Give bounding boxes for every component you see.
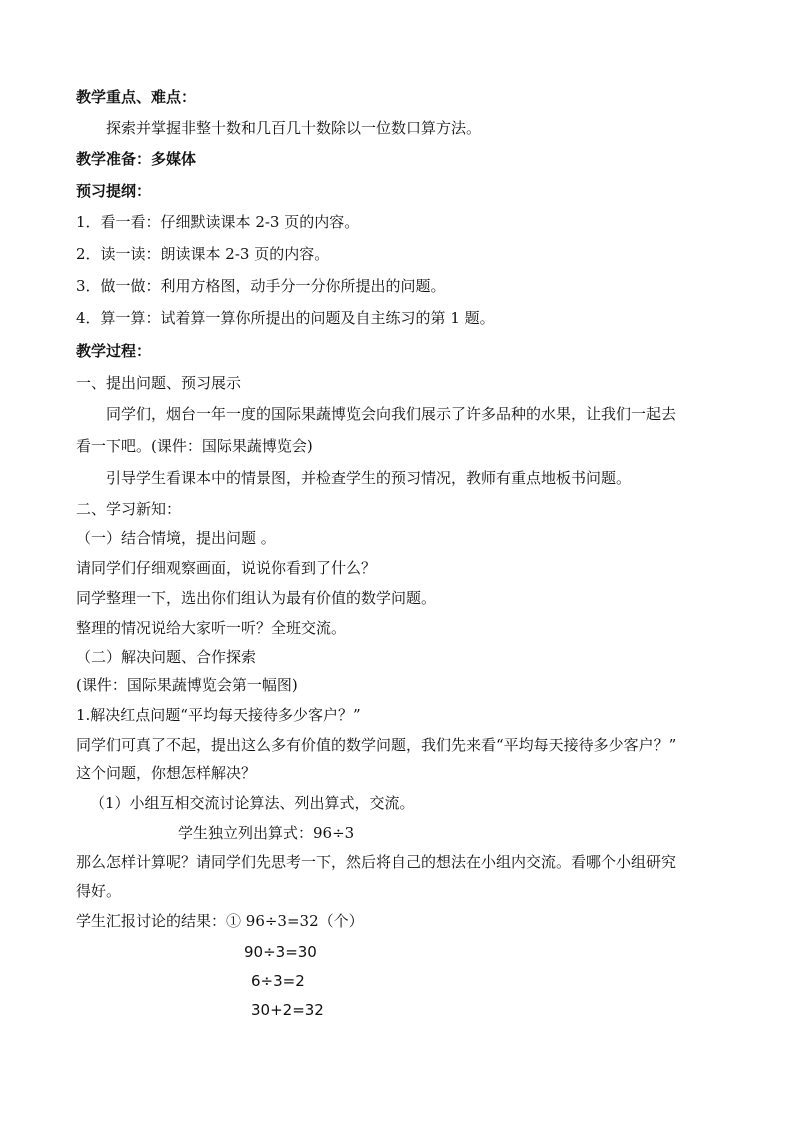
preview-item-4: 4．算一算：试着算一算你所提出的问题及自主练习的第 1 题。 — [76, 309, 495, 327]
section2-title: 二、学习新知： — [76, 500, 182, 518]
calc-line1: 90÷3=30 — [244, 943, 317, 961]
preview-item-1: 1．看一看：仔细默读课本 2-3 页的内容。 — [76, 213, 360, 231]
subsection1-title: （一）结合情境，提出问题 。 — [76, 529, 276, 547]
subsection2-courseware: (课件：国际果蔬博览会第一幅图) — [76, 676, 298, 694]
key-points-text: 探索并掌握非整十数和几百几十数除以一位数口算方法。 — [106, 119, 482, 137]
subsection2-title: （二）解决问题、合作探索 — [76, 648, 257, 666]
think-line2: 得好。 — [76, 882, 122, 900]
process-heading: 教学过程： — [76, 342, 152, 360]
teaching-prep: 教学准备：多媒体 — [76, 150, 197, 168]
section1-paragraph2: 引导学生看课本中的情景图，并检查学生的预习情况，教师有重点地板书问题。 — [106, 469, 632, 487]
question1-title: 1.解决红点问题“平均每天接待多少客户？” — [76, 706, 361, 724]
calc-line2: 6÷3=2 — [251, 972, 305, 990]
section1-paragraph1-line2: 看一下吧。(课件：国际果蔬博览会) — [76, 437, 313, 455]
step1: （1）小组互相交流讨论算法、列出算式，交流。 — [90, 794, 415, 812]
calc-line3: 30+2=32 — [251, 1001, 324, 1019]
report-line: 学生汇报讨论的结果：① 96÷3=32（个） — [76, 912, 364, 930]
subsection1-line1: 请同学们仔细观察画面，说说你看到了什么？ — [76, 559, 377, 577]
subsection1-line2: 同学整理一下，选出你们组认为最有价值的数学问题。 — [76, 589, 437, 607]
question1-intro-line1: 同学们可真了不起，提出这么多有价值的数学问题，我们先来看“平均每天接待多少客户？” — [76, 736, 677, 754]
preview-item-3: 3．做一做：利用方格图，动手分一分你所提出的问题。 — [76, 277, 446, 295]
preview-item-2: 2．读一读：朗读课本 2-3 页的内容。 — [76, 245, 330, 263]
preview-heading: 预习提纲： — [76, 182, 152, 200]
key-points-heading: 教学重点、难点： — [76, 88, 197, 106]
subsection1-line3: 整理的情况说给大家听一听？全班交流。 — [76, 619, 347, 637]
formula-line: 学生独立列出算式：96÷3 — [178, 824, 355, 842]
section1-paragraph1-line1: 同学们，烟台一年一度的国际果蔬博览会向我们展示了许多品种的水果，让我们一起去 — [106, 405, 677, 423]
question1-intro-line2: 这个问题，你想怎样解决？ — [76, 764, 257, 782]
think-line1: 那么怎样计算呢？请同学们先思考一下，然后将自己的想法在小组内交流。看哪个小组研究 — [76, 853, 677, 871]
section1-title: 一、提出问题、预习展示 — [76, 374, 242, 392]
